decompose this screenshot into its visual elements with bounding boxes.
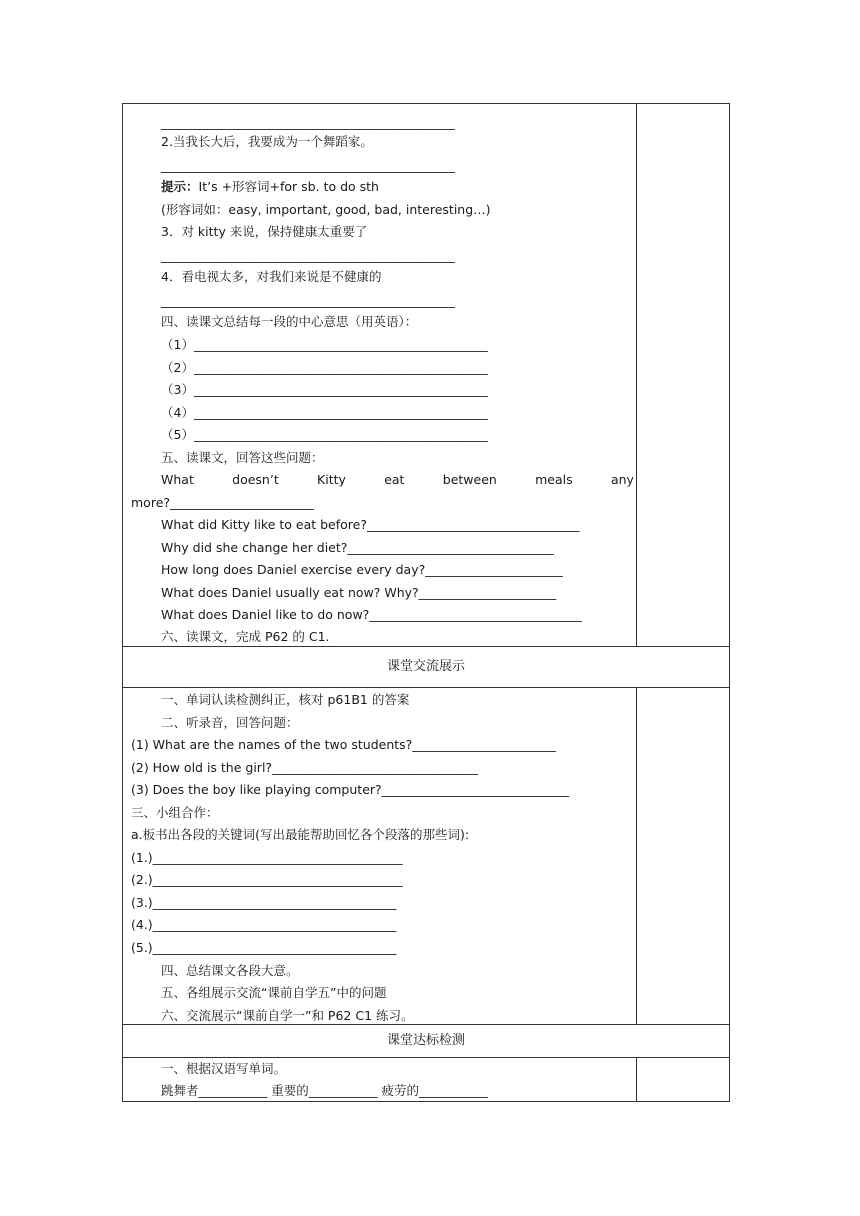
question-word: What bbox=[161, 472, 194, 487]
hint-examples: (形容词如：easy, important, good, bad, interesting…) bbox=[161, 202, 491, 217]
keyword-line: (4.)_______________________________________ bbox=[131, 917, 397, 932]
question-word: between bbox=[442, 472, 497, 487]
question-continuation: more?_______________________ bbox=[131, 495, 314, 510]
self-study-cell bbox=[123, 104, 637, 647]
task-line: 二、听录音，回答问题： bbox=[161, 715, 299, 730]
summary-line: （3）_______________________________________________ bbox=[161, 382, 488, 397]
section-heading: 四、读课文总结每一段的中心意思（用英语）： bbox=[161, 314, 418, 329]
keyword-line: (1.)________________________________________ bbox=[131, 850, 403, 865]
task-line: 六、交流展示“课前自学一”和 P62 C1 练习。 bbox=[161, 1008, 414, 1023]
vocab-line: 跳舞者___________ 重要的___________ 疲劳的___________ bbox=[161, 1083, 488, 1098]
task-line: 六、读课文，完成 P62 的 C1. bbox=[161, 629, 330, 644]
keyword-line: (3.)_______________________________________ bbox=[131, 895, 397, 910]
section-heading: 五、读课文，回答这些问题： bbox=[161, 450, 324, 465]
keyword-line: (5.)_______________________________________ bbox=[131, 940, 397, 955]
task-line: 五、各组展示交流“课前自学五”中的问题 bbox=[161, 985, 387, 1000]
question-line: What does Daniel like to do now?__________________________________ bbox=[161, 607, 582, 622]
question-line: Why did she change her diet?_________________________________ bbox=[161, 540, 554, 555]
hint-line bbox=[161, 179, 379, 195]
question-line: What does Daniel usually eat now? Why?______________________ bbox=[161, 585, 557, 600]
section-heading: 三、小组合作： bbox=[131, 805, 219, 820]
question-word: doesn’t bbox=[232, 472, 279, 487]
answer-line: _______________________________________________ bbox=[161, 293, 455, 308]
exercise-item: 3．对 kitty 来说，保持健康太重要了 bbox=[161, 224, 368, 239]
exercise-item: 4．看电视太多，对我们来说是不健康的 bbox=[161, 269, 382, 284]
question-line: (1) What are the names of the two students?_______________________ bbox=[131, 737, 557, 752]
summary-line: （1）_______________________________________________ bbox=[161, 337, 488, 352]
task-line: a.板书出各段的关键词(写出最能帮助回忆各个段落的那些词): bbox=[131, 827, 470, 842]
notes-cell bbox=[637, 104, 730, 647]
question-line: What did Kitty like to eat before?__________________________________ bbox=[161, 517, 580, 532]
question-word: meals bbox=[535, 472, 573, 487]
answer-line: _______________________________________________ bbox=[161, 248, 455, 263]
summary-line: （2）_______________________________________________ bbox=[161, 360, 488, 375]
section-header-row bbox=[123, 647, 730, 688]
question-word: eat bbox=[384, 472, 405, 487]
hint-text: It’s +形容词+for sb. to do sth bbox=[198, 179, 379, 194]
hint-label: 提示： bbox=[161, 179, 199, 194]
exercise-item: 2.当我长大后，我要成为一个舞蹈家。 bbox=[161, 134, 373, 149]
question-word: Kitty bbox=[317, 472, 346, 487]
exchange-cell bbox=[123, 688, 637, 1025]
notes-cell bbox=[637, 1058, 730, 1102]
section-header-check: 课堂达标检测 bbox=[386, 1033, 465, 1048]
check-cell bbox=[123, 1058, 637, 1102]
keyword-line: (2.)________________________________________ bbox=[131, 872, 403, 887]
section-heading: 一、根据汉语写单词。 bbox=[161, 1061, 287, 1076]
notes-cell bbox=[637, 688, 730, 1025]
section-header-exchange: 课堂交流展示 bbox=[386, 659, 465, 674]
question-word: any bbox=[610, 472, 634, 487]
question-line: (2) How old is the girl?_________________________________ bbox=[131, 760, 479, 775]
task-line: 四、总结课文各段大意。 bbox=[161, 963, 299, 978]
task-line: 一、单词认读检测纠正，核对 p61B1 的答案 bbox=[161, 692, 410, 707]
summary-line: （4）_______________________________________________ bbox=[161, 405, 488, 420]
question-line: How long does Daniel exercise every day?______________________ bbox=[161, 562, 563, 577]
worksheet-table bbox=[122, 103, 730, 1102]
question-line: (3) Does the boy like playing computer?______________________________ bbox=[131, 782, 570, 797]
answer-line: _______________________________________________ bbox=[161, 158, 455, 173]
answer-line: _______________________________________________ bbox=[161, 115, 455, 130]
summary-line: （5）_______________________________________________ bbox=[161, 427, 488, 442]
section-header-row bbox=[123, 1025, 730, 1058]
question-line bbox=[161, 472, 634, 488]
